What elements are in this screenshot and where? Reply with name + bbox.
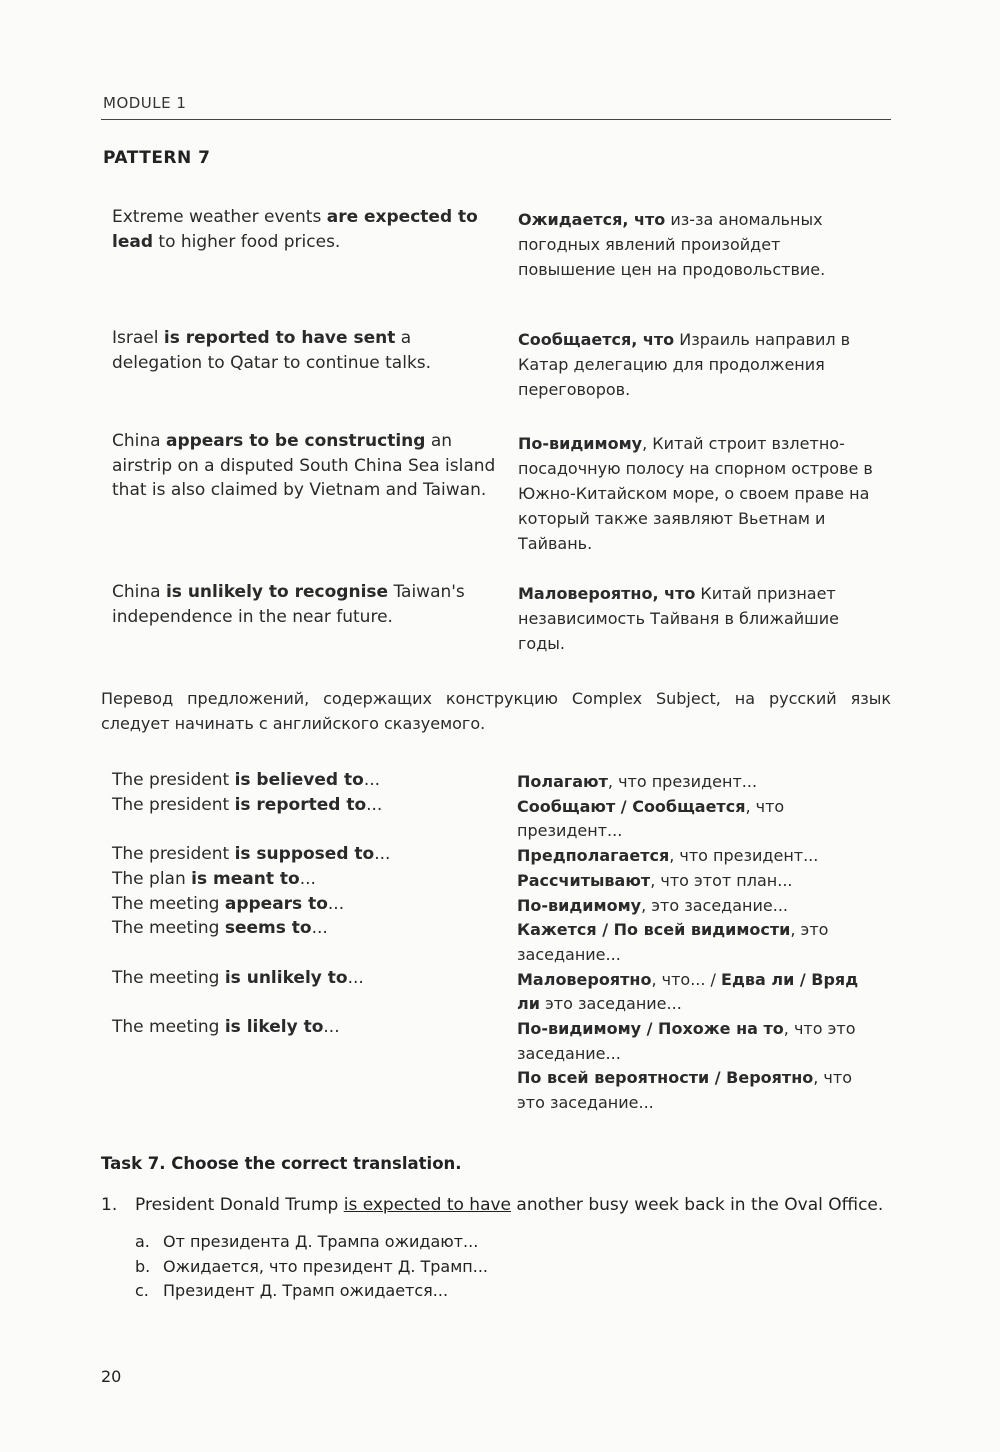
phrase-line — [112, 892, 507, 917]
text-run: это заседание... — [539, 994, 682, 1014]
example-ru-4 — [518, 581, 863, 656]
text-run: ... — [347, 967, 364, 988]
phrase-line — [517, 1017, 867, 1066]
emphasis: Маловероятно — [517, 969, 652, 989]
emphasis: По-видимому — [518, 434, 643, 453]
question-text — [135, 1195, 905, 1215]
emphasis: Рассчитывают — [517, 870, 651, 890]
header-rule — [101, 119, 891, 120]
text-run: Израиль направил в Катар делегацию для продолжения переговоров. — [518, 330, 851, 399]
phrase-line — [517, 1066, 867, 1115]
emphasis: appears to — [224, 893, 328, 914]
text-run: China — [112, 431, 166, 451]
example-ru-2 — [518, 327, 868, 402]
text-run: The president — [112, 794, 235, 815]
text-run: ... — [299, 868, 316, 889]
emphasis: is reported to have sent — [163, 328, 396, 348]
emphasis: are expected to lead — [112, 207, 478, 252]
text-run: The president — [112, 770, 235, 790]
example-en-1 — [112, 205, 507, 254]
example-ru-1 — [518, 207, 848, 282]
task-title: Task 7. Choose the correct translation. — [101, 1154, 462, 1173]
emphasis: Предполагается — [517, 846, 670, 866]
phrase-line — [112, 867, 507, 892]
phrase-line — [112, 990, 507, 1015]
emphasis: Маловероятно, что — [518, 584, 696, 603]
emphasis: is supposed to — [234, 844, 375, 865]
text-run: ... — [311, 918, 328, 939]
text-run: a delegation to Qatar to continue talks. — [112, 328, 432, 373]
emphasis: is believed to — [234, 770, 364, 790]
text-run: ... — [363, 770, 381, 790]
phrase-line — [112, 941, 507, 966]
emphasis: Едва ли / Вряд ли — [517, 969, 859, 1014]
option-a[interactable]: a. От президента Д. Трампа ожидают... — [135, 1232, 479, 1251]
text-run: The president — [112, 844, 235, 865]
text-run: , что этот план... — [650, 870, 793, 890]
emphasis: По-видимому — [517, 895, 642, 915]
underlined-phrase: is expected to have — [343, 1195, 512, 1215]
text-run: , это заседание... — [517, 920, 829, 964]
phrase-line — [517, 918, 867, 967]
phrase-line — [112, 793, 507, 818]
phrase-line — [112, 916, 507, 941]
phrase-line — [517, 844, 867, 869]
text-run: President Donald Trump — [135, 1195, 344, 1215]
module-header: MODULE 1 — [103, 94, 187, 112]
text-run: The meeting — [112, 918, 225, 939]
answer-options — [135, 1230, 488, 1304]
phrase-line — [517, 968, 867, 1017]
phrase-line — [112, 817, 507, 842]
question-number: 1. — [101, 1195, 118, 1215]
text-run: , что это заседание... — [517, 1019, 856, 1063]
example-en-3 — [112, 429, 504, 503]
emphasis: По-видимому / Похоже на то — [517, 1019, 784, 1039]
text-run: The meeting — [112, 1016, 225, 1037]
text-run: The plan — [112, 868, 192, 889]
example-en-4 — [112, 580, 472, 629]
example-en-2 — [112, 326, 492, 375]
text-run: , это заседание... — [641, 895, 789, 915]
phrase-line — [517, 869, 867, 894]
text-run: Китай признает независимость Тайваня в ближайшие годы. — [518, 584, 840, 653]
emphasis: Ожидается, что — [518, 210, 666, 229]
text-run: , что президент... — [517, 796, 785, 841]
option-c[interactable]: c. Президент Д. Трамп ожидается... — [135, 1281, 449, 1301]
emphasis: Сообщают / Сообщается — [517, 796, 746, 816]
emphasis: Кажется / По всей видимости — [517, 920, 791, 940]
text-run: ... — [366, 794, 383, 815]
pattern-title: PATTERN 7 — [103, 148, 211, 168]
emphasis: appears to be constructing — [165, 431, 426, 451]
emphasis: is meant to — [191, 868, 300, 889]
page-number: 20 — [101, 1367, 122, 1386]
text-run: , что президент... — [669, 846, 819, 866]
text-run: to higher food prices. — [153, 231, 341, 252]
phrase-line — [112, 842, 507, 867]
text-run: an airstrip on a disputed South China Sea island that is also claimed by Vietnam and Taiwan. — [112, 431, 496, 500]
option-b[interactable]: b. Ожидается, что президент Д. Трамп... — [135, 1256, 489, 1276]
text-run: another busy week back in the Oval Office. — [511, 1195, 884, 1215]
phrase-line — [112, 1015, 507, 1040]
text-run: The meeting — [112, 967, 225, 988]
emphasis: is unlikely to recognise — [165, 582, 389, 602]
text-run: , что... / — [651, 969, 722, 989]
emphasis: is likely to — [224, 1016, 324, 1037]
emphasis: is unlikely to — [224, 967, 348, 988]
emphasis: По всей вероятности / Вероятно — [517, 1068, 814, 1088]
text-run: The meeting — [112, 893, 225, 914]
text-run: Israel — [112, 328, 164, 348]
text-run: ... — [374, 844, 391, 865]
text-run: , Китай строит взлетно-посадочную полосу на спорном острове в Южно-Китайском море, о своем праве на который также заявляют Вьетнам и Тайвань. — [518, 434, 873, 553]
phrases-en-list — [112, 768, 507, 1040]
emphasis: is reported to — [234, 794, 367, 815]
text-run: , что это заседание... — [517, 1068, 852, 1113]
phrases-ru-list — [517, 770, 867, 1116]
text-run: Taiwan's independence in the near future. — [112, 582, 465, 627]
phrase-line — [112, 966, 507, 991]
phrase-line — [517, 894, 867, 919]
emphasis: seems to — [224, 918, 312, 939]
phrase-line — [517, 795, 867, 844]
text-run: , что президент... — [607, 772, 758, 791]
text-run: ... — [323, 1016, 340, 1037]
example-ru-3 — [518, 431, 888, 556]
text-run: China — [112, 582, 166, 602]
text-run: Extreme weather events — [112, 207, 327, 227]
rule-note: Перевод предложений, содержащих конструкцию Complex Subject, на русский язык следует начинать с английского сказуемого. — [101, 689, 891, 733]
phrase-line — [517, 770, 867, 795]
emphasis: Полагают — [517, 772, 608, 791]
emphasis: Сообщается, что — [518, 330, 675, 349]
text-run: ... — [327, 893, 345, 914]
phrase-line — [112, 768, 507, 793]
text-run: из-за аномальных погодных явлений произойдет повышение цен на продовольствие. — [518, 210, 826, 279]
